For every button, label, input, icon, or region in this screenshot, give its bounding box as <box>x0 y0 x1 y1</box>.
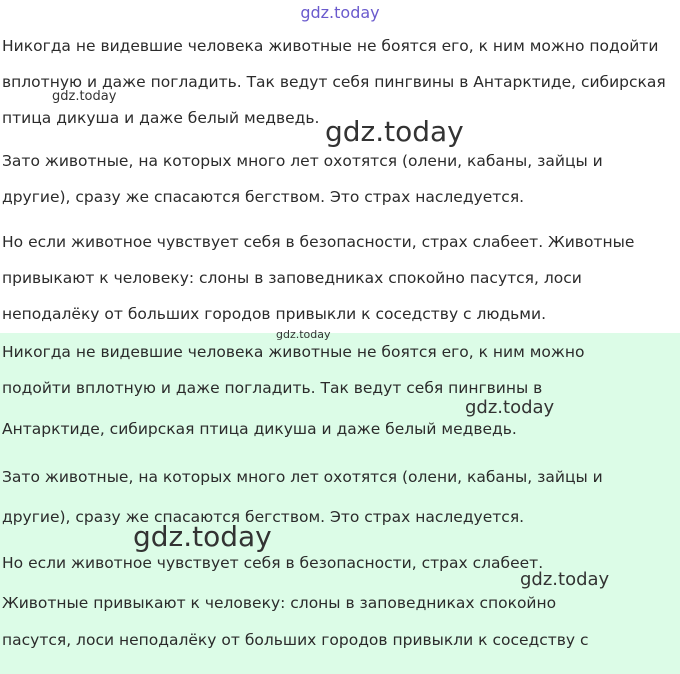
text-line: пасутся, лоси неподалёку от больших городов привыкли к соседству с <box>2 631 589 649</box>
watermark: gdz.today <box>133 520 272 553</box>
watermark: gdz.today <box>465 397 555 418</box>
watermark: gdz.today <box>520 569 610 590</box>
text-line: Никогда не видевшие человека животные не боятся его, к ним можно подойти <box>2 37 659 55</box>
watermark: gdz.today <box>276 328 331 341</box>
text-line: подойти вплотную и даже погладить. Так ведут себя пингвины в <box>2 379 543 397</box>
text-line: вплотную и даже погладить. Так ведут себя пингвины в Антарктиде, сибирская <box>2 73 666 91</box>
text-line: другие), сразу же спасаются бегством. Это страх наследуется. <box>2 188 525 206</box>
answer-block-plain <box>0 28 680 333</box>
site-logo[interactable]: gdz.today <box>300 3 380 22</box>
text-line: Но если животное чувствует себя в безопасности, страх слабеет. <box>2 554 544 572</box>
watermark: gdz.today <box>52 89 117 104</box>
text-line: Но если животное чувствует себя в безопасности, страх слабеет. Животные <box>2 233 635 251</box>
answer-block-tinted <box>0 333 680 674</box>
text-line: птица дикуша и даже белый медведь. <box>2 109 320 127</box>
text-line: Зато животные, на которых много лет охотятся (олени, кабаны, зайцы и <box>2 152 603 170</box>
text-line: Никогда не видевшие человека животные не боятся его, к ним можно <box>2 343 585 361</box>
text-line: другие), сразу же спасаются бегством. Это страх наследуется. <box>2 508 525 526</box>
text-line: Животные привыкают к человеку: слоны в заповедниках спокойно <box>2 594 557 612</box>
text-line: неподалёку от больших городов привыкли к соседству с людьми. <box>2 305 546 323</box>
text-line: Зато животные, на которых много лет охотятся (олени, кабаны, зайцы и <box>2 468 603 486</box>
text-line: привыкают к человеку: слоны в заповедниках спокойно пасутся, лоси <box>2 269 582 287</box>
text-line: Антарктиде, сибирская птица дикуша и даже белый медведь. <box>2 420 517 438</box>
watermark: gdz.today <box>325 115 464 148</box>
